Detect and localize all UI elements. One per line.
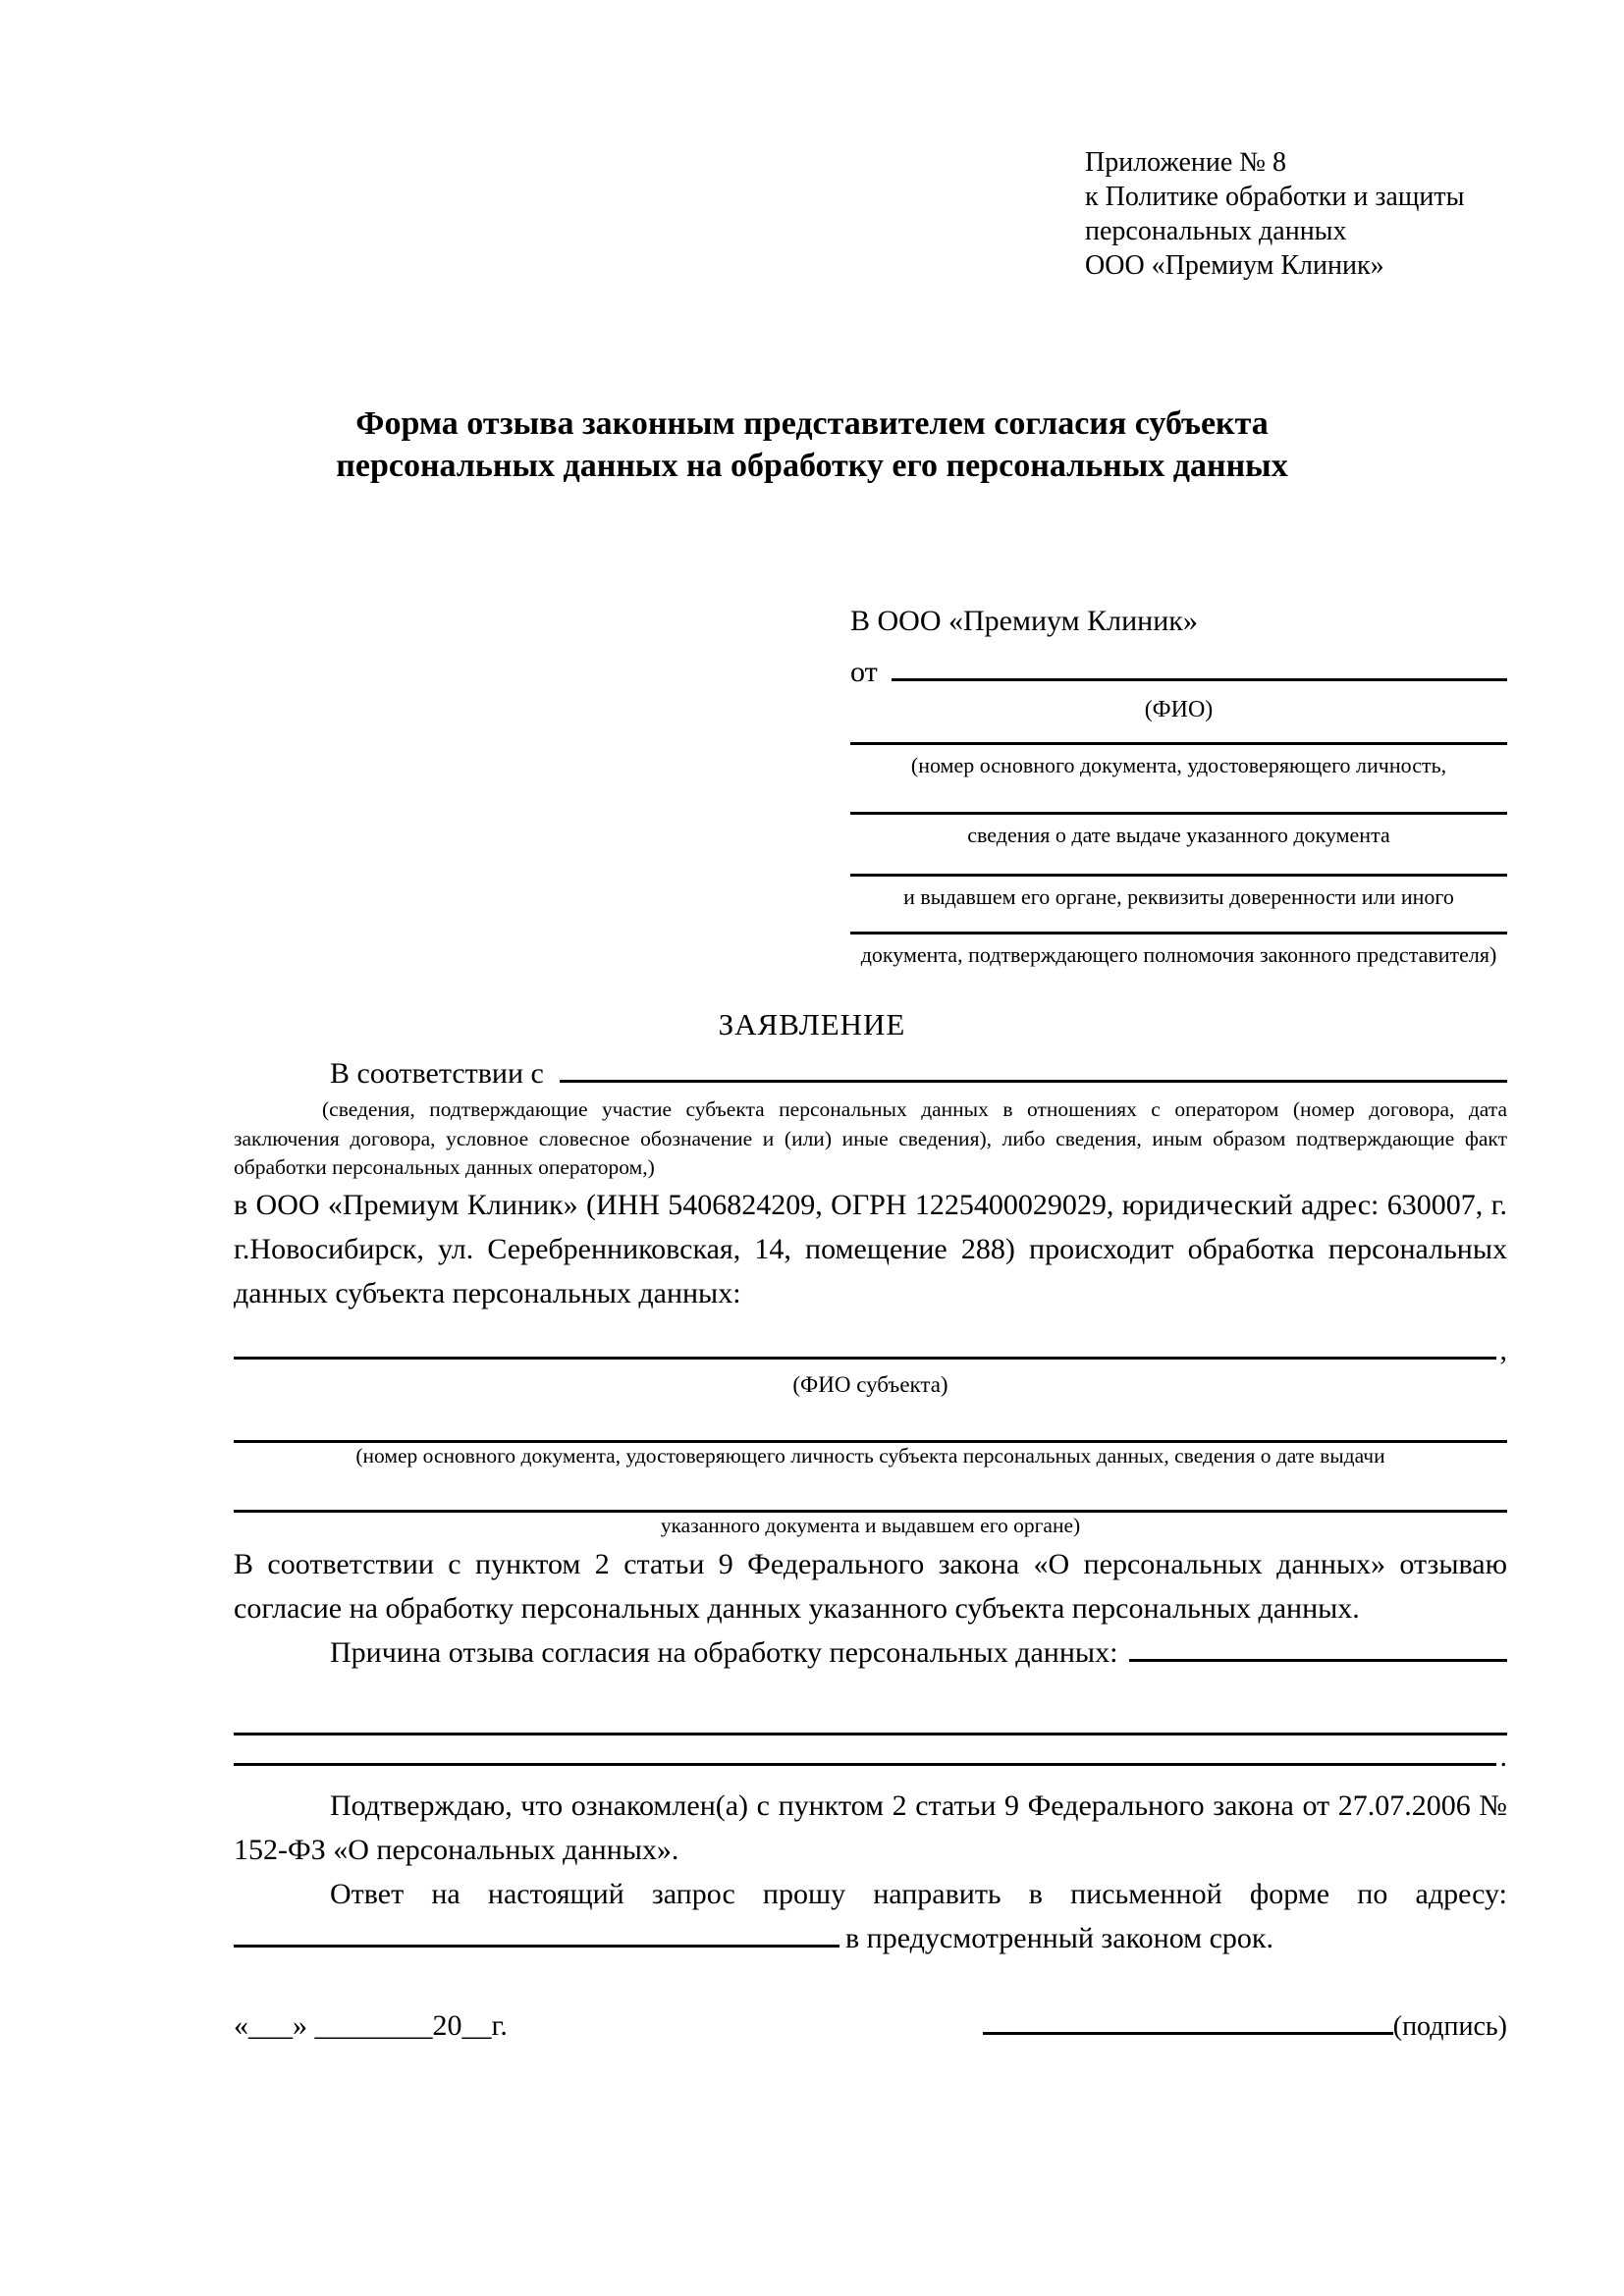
accordance-label: В соответствии с xyxy=(330,1057,544,1090)
footer-row xyxy=(234,2003,1507,2048)
field-caption: и выдавшем его органе, реквизиты доверенности или иного xyxy=(903,883,1454,909)
reason-label: Причина отзыва согласия на обработку персональных данных: xyxy=(330,1636,1118,1669)
appendix-line: к Политике обработки и защиты xyxy=(1085,182,1465,212)
representative-doc-field xyxy=(850,874,1507,910)
subject-fio-blank-line[interactable] xyxy=(234,1329,1496,1361)
signature-group xyxy=(983,2003,1507,2048)
reason-blank-line-2[interactable] xyxy=(234,1704,1507,1735)
response-address-blank-line[interactable] xyxy=(234,1917,839,1949)
response-tail: в предусмотренный законом срок. xyxy=(845,1922,1273,1954)
field-caption: документа, подтверждающего полномочия законного представителя) xyxy=(860,941,1497,967)
representative-doc-field xyxy=(850,932,1507,968)
accordance-blank-line[interactable] xyxy=(560,1052,1507,1084)
from-label: от xyxy=(850,655,878,688)
field-caption: сведения о дате выдаче указанного документа xyxy=(967,822,1390,847)
addressee-org: В ООО «Премиум Клиник» xyxy=(850,605,1198,637)
blank-line[interactable] xyxy=(850,812,1507,815)
subject-doc-row-2 xyxy=(234,1482,1507,1514)
appendix-header xyxy=(1085,145,1507,283)
withdrawal-paragraph: В соответствии с пунктом 2 статьи 9 Федерального закона «О персональных данных» отзываю согласие на обработку персональных данных указанного субъекта персональных данных. xyxy=(234,1548,1507,1625)
blank-line[interactable] xyxy=(850,932,1507,934)
operator-paragraph: в ООО «Премиум Клиник» (ИНН 5406824209, ОГРН 1225400029029, юридический адрес: 630007, г. г.Новосибирск, ул. Серебренниковская, 14, помещение 288) происходит обработка персональных данных субъекта персональных данных: xyxy=(234,1188,1507,1309)
appendix-line: персональных данных xyxy=(1085,216,1347,246)
subject-doc-blank-line-2[interactable] xyxy=(234,1482,1507,1514)
subject-doc-blank-line[interactable] xyxy=(234,1412,1507,1443)
field-caption: (номер основного документа, удостоверяющего личность, xyxy=(910,752,1447,777)
reason-blank-line-3[interactable] xyxy=(234,1735,1496,1767)
response-address-row xyxy=(234,1916,1507,1960)
reason-blank-line[interactable] xyxy=(1129,1631,1507,1663)
addressee-block xyxy=(850,603,1507,968)
acknowledgement-paragraph: Подтверждаю, что ознакомлен(а) с пунктом 2 статьи 9 Федерального закона от 27.07.2006 № 152-ФЗ «О персональных данных». xyxy=(234,1789,1507,1866)
response-request-line: Ответ на настоящий запрос прошу направить в письменной форме по адресу: xyxy=(330,1878,1507,1910)
subject-fio-row xyxy=(234,1329,1507,1372)
document-title: Форма отзыва законным представителем согласия субъекта персональных данных на обработку его персональных данных xyxy=(336,405,1288,484)
subject-doc-caption-2: указанного документа и выдавшем его органе) xyxy=(660,1514,1081,1537)
signature-blank-line[interactable] xyxy=(983,2003,1393,2035)
fio-caption: (ФИО) xyxy=(1144,696,1214,722)
reason-row xyxy=(234,1630,1507,1675)
reason-extra-row xyxy=(234,1704,1507,1735)
subject-doc-caption: (номер основного документа, удостоверяющего личность субъекта персональных данных, сведения о дате выдачи xyxy=(355,1443,1385,1468)
blank-line-period: . xyxy=(1499,1740,1507,1773)
representative-doc-field xyxy=(850,742,1507,778)
accordance-caption: (сведения, подтверждающие участие субъекта персональных данных в отношениях с оператором (номер договора, дата заключения договора, условное словесное обозначение и (или) иные сведения), либо сведения, иным образом подтверждающие факт обработки персональных данных оператором,) xyxy=(234,1097,1507,1179)
blank-line[interactable] xyxy=(850,742,1507,745)
statement-heading: ЗАЯВЛЕНИЕ xyxy=(718,1006,906,1041)
appendix-line: Приложение № 8 xyxy=(1085,147,1286,178)
subject-line-comma: , xyxy=(1499,1334,1507,1366)
subject-fio-caption: (ФИО субъекта) xyxy=(792,1372,948,1397)
blank-line[interactable] xyxy=(850,874,1507,877)
from-row xyxy=(850,650,1507,691)
fio-blank-line[interactable] xyxy=(892,650,1507,681)
signature-caption: (подпись) xyxy=(1392,2010,1507,2042)
appendix-line: ООО «Премиум Клиник» xyxy=(1085,250,1384,281)
date-line[interactable]: «___» ________20__г. xyxy=(234,2008,508,2042)
reason-extra-row-2 xyxy=(234,1735,1507,1779)
representative-doc-field xyxy=(850,812,1507,848)
accordance-row xyxy=(234,1052,1507,1095)
subject-doc-row xyxy=(234,1412,1507,1443)
